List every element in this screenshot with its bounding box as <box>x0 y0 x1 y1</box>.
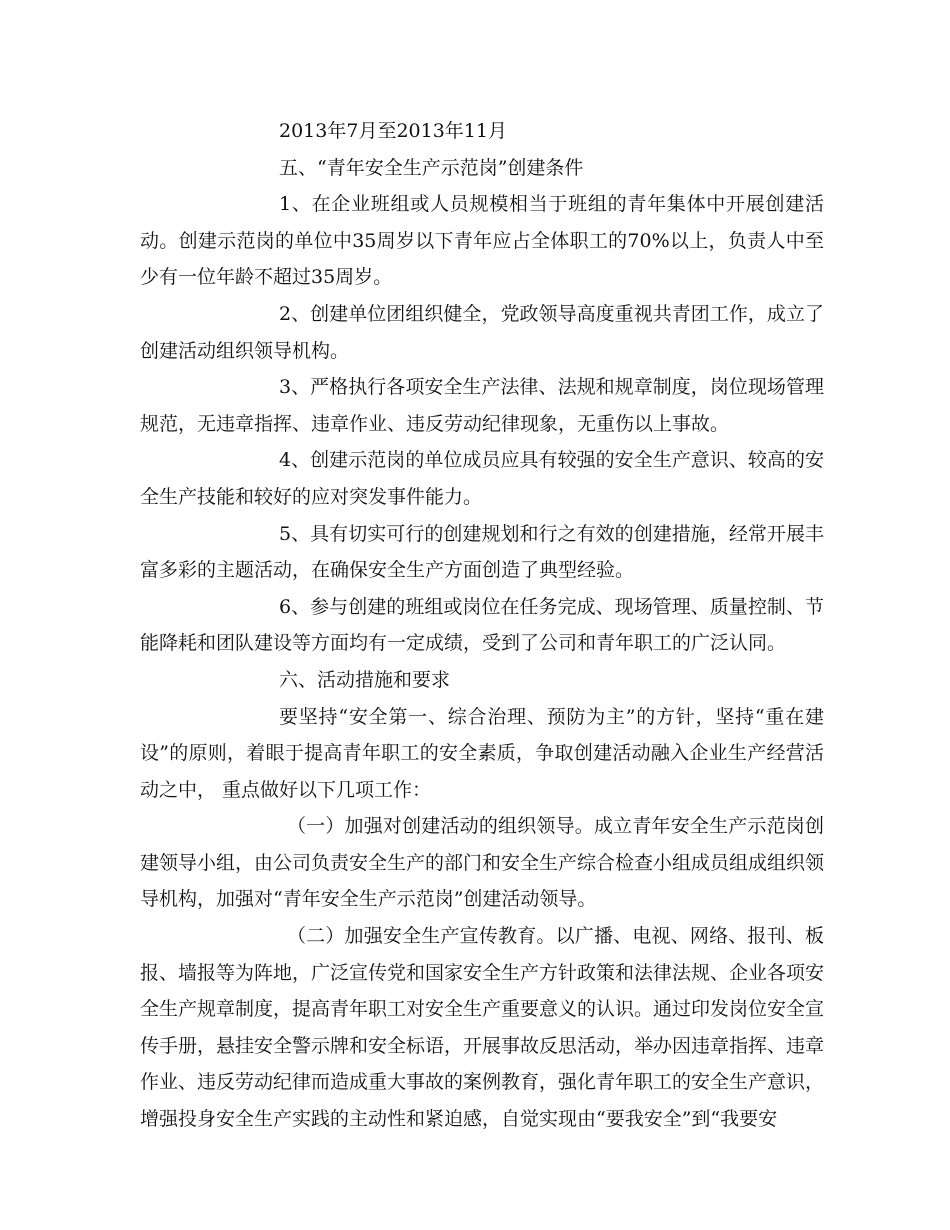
measures-intro-paragraph: 要坚持“安全第一、综合治理、预防为主”的方针，坚持“重在建设”的原则，着眼于提高青年职工的安全素质，争取创建活动融入企业生产经营活动之中， 重点做好以下几项工作： <box>140 705 824 801</box>
document-body <box>140 113 824 1138</box>
condition-item-3: 3、严格执行各项安全生产法律、法规和规章制度，岗位现场管理规范，无违章指挥、违章作业、违反劳动纪律现象，无重伤以上事故。 <box>140 376 824 435</box>
condition-item-5: 5、具有切实可行的创建规划和行之有效的创建措施，经常开展丰富多彩的主题活动，在确保安全生产方面创造了典型经验。 <box>140 522 824 582</box>
date-range-line: 2013年7月至2013年11月 <box>279 120 507 142</box>
condition-item-1: 1、在企业班组或人员规模相当于班组的青年集体中开展创建活动。创建示范岗的单位中35周岁以下青年应占全体职工的70%以上，负责人中至少有一位年龄不超过35周岁。 <box>140 193 824 289</box>
condition-item-2: 2、创建单位团组织健全，党政领导高度重视共青团工作，成立了创建活动组织领导机构。 <box>140 302 824 362</box>
condition-item-4: 4、创建示范岗的单位成员应具有较强的安全生产意识、较高的安全生产技能和较好的应对突发事件能力。 <box>140 449 824 508</box>
measure-item-2: （二）加强安全生产宣传教育。以广播、电视、网络、报刊、板报、墙报等为阵地，广泛宣传党和国家安全生产方针政策和法律法规、企业各项安全生产规章制度，提高青年职工对安全生产重要意义的认识。通过印发岗位安全宣传手册，悬挂安全警示牌和安全标语，开展事故反思活动，举办因违章指挥、违章作业、违反劳动纪律而造成重大事故的案例教育，强化青年职工的安全生产意识，增强投身安全生产实践的主动性和紧迫感，自觉实现由“要我安全”到“我要安 <box>140 925 825 1131</box>
section-six-heading: 六、活动措施和要求 <box>279 668 451 691</box>
condition-item-6: 6、参与创建的班组或岗位在任务完成、现场管理、质量控制、节能降耗和团队建设等方面均有一定成绩，受到了公司和青年职工的广泛认同。 <box>140 595 824 655</box>
section-five-heading: 五、“青年安全生产示范岗”创建条件 <box>279 156 584 179</box>
measure-item-1: （一）加强对创建活动的组织领导。成立青年安全生产示范岗创建领导小组，由公司负责安全生产的部门和安全生产综合检查小组成员组成组织领导机构，加强对“青年安全生产示范岗”创建活动领导。 <box>140 815 825 911</box>
